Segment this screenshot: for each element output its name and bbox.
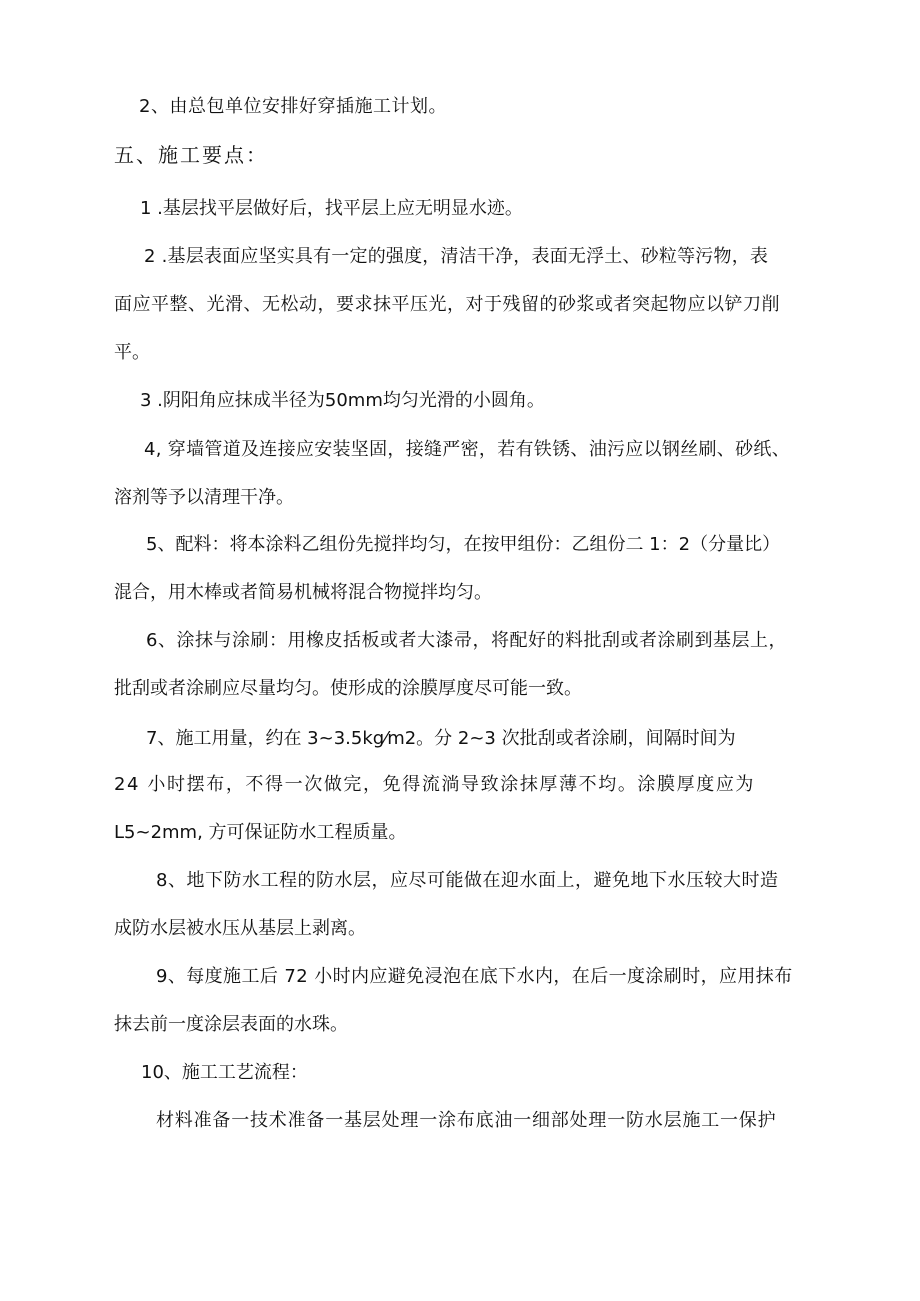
text-line: 溶剂等予以清理干净。	[114, 487, 294, 508]
section-heading: 五、施工要点：	[114, 143, 268, 167]
text-line: 成防水层被水压从基层上剥离。	[114, 918, 366, 939]
text-line: 8、地下防水工程的防水层，应尽可能做在迎水面上，避免地下水压较大时造	[156, 870, 779, 891]
text-line: 面应平整、光滑、无松动，要求抹平压光，对于残留的砂浆或者突起物应以铲刀削	[114, 294, 780, 315]
text-line: 2、由总包单位安排好穿插施工计划。	[139, 96, 447, 117]
text-line: 3 .阴阳角应抹成半径为50mm均匀光滑的小圆角。	[140, 390, 545, 411]
text-line: 7、施工用量，约在 3~3.5kg⁄m2。分 2~3 次批刮或者涂刷，间隔时间为	[146, 728, 736, 749]
text-line: 混合，用木棒或者简易机械将混合物搅拌均匀。	[114, 582, 492, 603]
text-line: 抹去前一度涂层表面的水珠。	[114, 1014, 348, 1035]
text-line: 批刮或者涂刷应尽量均匀。使形成的涂膜厚度尽可能一致。	[114, 678, 582, 699]
text-line: 2 .基层表面应坚实具有一定的强度，清洁干净，表面无浮土、砂粒等污物，表	[144, 246, 769, 267]
text-line: 材料准备一技术准备一基层处理一涂布底油一细部处理一防水层施工一保护	[156, 1110, 777, 1131]
text-line: 9、每度施工后 72 小时内应避免浸泡在底下水内，在后一度涂刷时，应用抹布	[156, 966, 793, 987]
text-line: 24 小时摆布，不得一次做完，免得流淌导致涂抹厚薄不均。涂膜厚度应为	[114, 774, 756, 795]
text-line: L5~2mm, 方可保证防水工程质量。	[114, 822, 407, 843]
text-line: 4, 穿墙管道及连接应安装坚固，接缝严密，若有铁锈、油污应以钢丝刷、砂纸、	[144, 439, 790, 460]
text-line: 6、涂抹与涂刷：用橡皮括板或者大漆帚，将配好的料批刮或者涂刷到基层上，	[146, 630, 787, 651]
text-line: 5、配料：将本涂料乙组份先搅拌均匀，在按甲组份：乙组份二 1：2（分量比）	[146, 534, 781, 555]
text-line: 10、施工工艺流程：	[141, 1062, 308, 1083]
text-line: 平。	[114, 342, 150, 363]
text-line: 1 .基层找平层做好后，找平层上应无明显水迹。	[140, 198, 523, 219]
